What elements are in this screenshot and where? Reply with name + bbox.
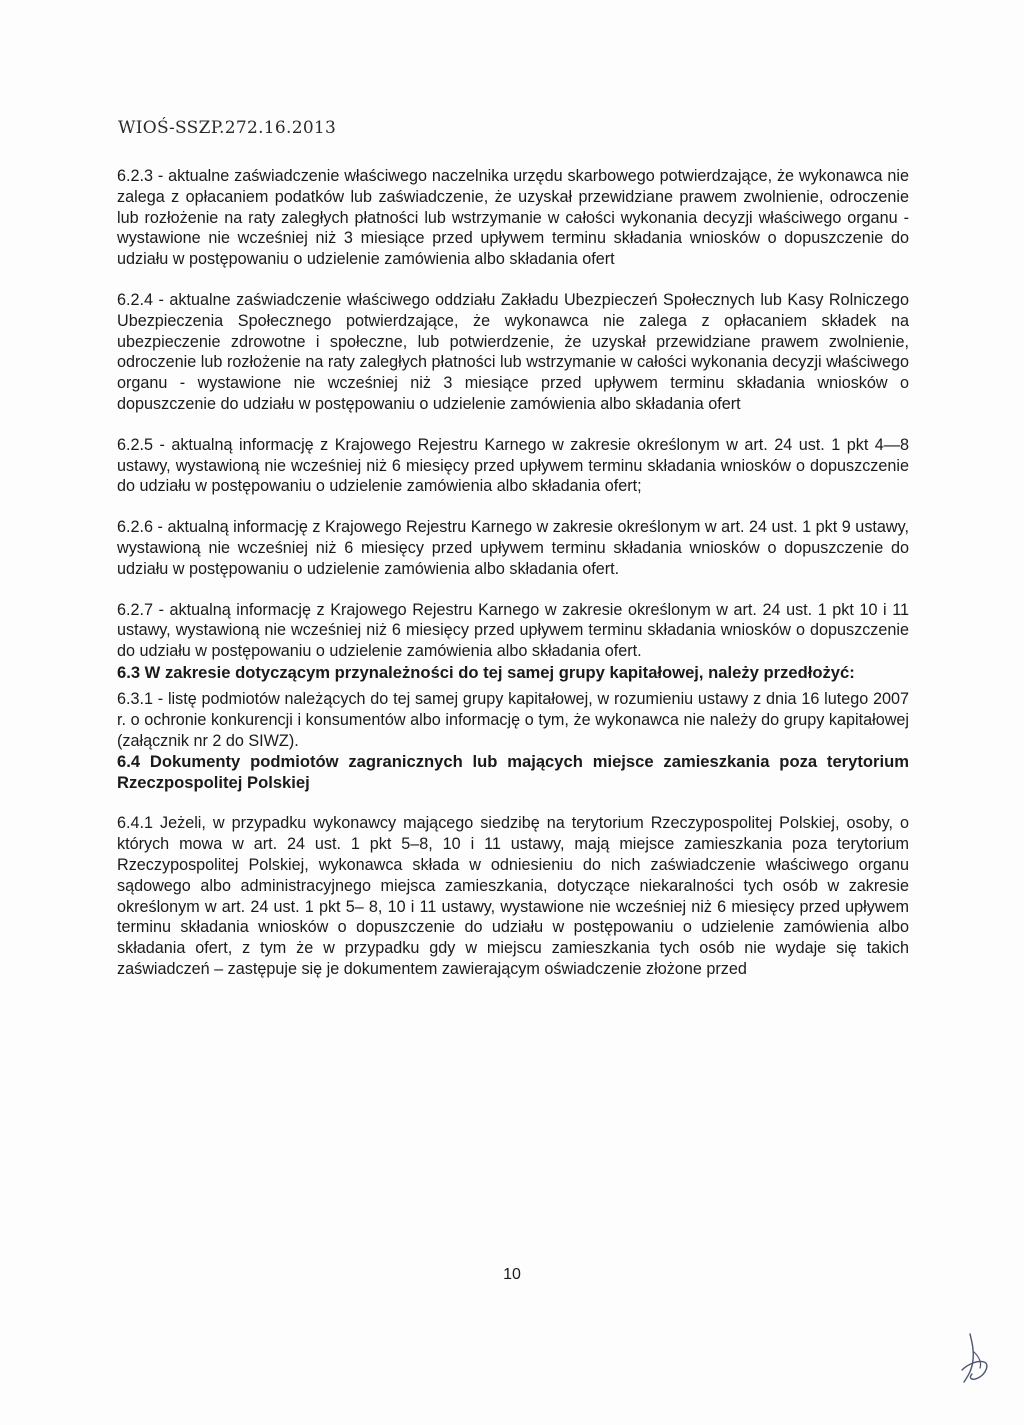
handwritten-initials (956, 1330, 996, 1390)
paragraph-6-2-5: 6.2.5 - aktualną informację z Krajowego Rejestru Karnego w zakresie określonym w art. 24 ust. 1 pkt 4—8 ustawy, wystawioną nie wcześniej niż 6 miesięcy przed upływem terminu składania wniosków o dopuszczenie do udziału w postępowaniu o udzielenie zamówienia albo składania ofert; (117, 435, 909, 496)
section-heading-6-3: 6.3 W zakresie dotyczącym przynależności do tej samej grupy kapitałowej, należy przedłożyć: (117, 662, 855, 682)
paragraph-6-2-7: 6.2.7 - aktualną informację z Krajowego Rejestru Karnego w zakresie określonym w art. 24 ust. 1 pkt 10 i 11 ustawy, wystawioną nie wcześniej niż 6 miesięcy przed upływem terminu składania wniosków o dopuszczenie do udziału w postępowaniu o udzielenie zamówienia albo składania ofert. (117, 600, 909, 661)
paragraph-6-2-3: 6.2.3 - aktualne zaświadczenie właściwego naczelnika urzędu skarbowego potwierdzające, że wykonawca nie zalega z opłacaniem podatków lub zaświadczenie, że uzyskał przewidziane prawem zwolnienie, odroczenie lub rozłożenie na raty zaległych płatności lub wstrzymanie w całości wykonania decyzji właściwego organu - wystawione nie wcześniej niż 3 miesiące przed upływem terminu składania wniosków o dopuszczenie do udziału w postępowaniu o udzielenie zamówienia albo składania ofert (117, 167, 909, 269)
paragraph-6-4-1: 6.4.1 Jeżeli, w przypadku wykonawcy mającego siedzibę na terytorium Rzeczypospolitej Polskiej, osoby, o których mowa w art. 24 ust. 1 pkt 5–8, 10 i 11 ustawy, mają miejsce zamieszkania poza terytorium Rzeczypospolitej Polskiej, wykonawca składa w odniesieniu do nich zaświadczenie właściwego organu sądowego albo administracyjnego miejsca zamieszkania, dotyczące niekaralności tych osób w zakresie określonym w art. 24 ust. 1 pkt 5– 8, 10 i 11 ustawy, wystawione nie wcześniej niż 6 miesięcy przed upływem terminu składania wniosków o dopuszczenie do udziału w postępowaniu o udzielenie zamówienia albo składania ofert, z tym że w przypadku gdy w miejscu zamieszkania tych osób nie wydaje się takich zaświadczeń – zastępuje się je dokumentem zawierającym oświadczenie złożone przed (117, 814, 909, 978)
document-body (117, 166, 909, 980)
section-heading-6-4: 6.4 Dokumenty podmiotów zagranicznych lub mających miejsce zamieszkania poza terytorium Rzeczpospolitej Polskiej (117, 752, 909, 793)
document-reference: WIOŚ-SSZP.272.16.2013 (118, 118, 337, 138)
page-number: 10 (503, 1266, 521, 1283)
paragraph-6-2-4: 6.2.4 - aktualne zaświadczenie właściwego oddziału Zakładu Ubezpieczeń Społecznych lub Kasy Rolniczego Ubezpieczenia Społecznego potwierdzające, że wykonawca nie zalega z opłacaniem składek na ubezpieczenie zdrowotne i społeczne, lub potwierdzenie, że uzyskał przewidziane prawem zwolnienie, odroczenie lub rozłożenie na raty zaległych płatności lub wstrzymanie w całości wykonania decyzji właściwego organu - wystawione nie wcześniej niż 3 miesiące przed upływem terminu składania wniosków o dopuszczenie do udziału w postępowaniu o udzielenie zamówienia albo składania ofert (117, 290, 909, 413)
paragraph-6-3-1: 6.3.1 - listę podmiotów należących do tej samej grupy kapitałowej, w rozumieniu ustawy z dnia 16 lutego 2007 r. o ochronie konkurencji i konsumentów albo informację o tym, że wykonawca nie należy do grupy kapitałowej (załącznik nr 2 do SIWZ). (117, 689, 909, 750)
paragraph-6-2-6: 6.2.6 - aktualną informację z Krajowego Rejestru Karnego w zakresie określonym w art. 24 ust. 1 pkt 9 ustawy, wystawioną nie wcześniej niż 6 miesięcy przed upływem terminu składania wniosków o dopuszczenie do udziału w postępowaniu o udzielenie zamówienia albo składania ofert. (117, 518, 909, 578)
